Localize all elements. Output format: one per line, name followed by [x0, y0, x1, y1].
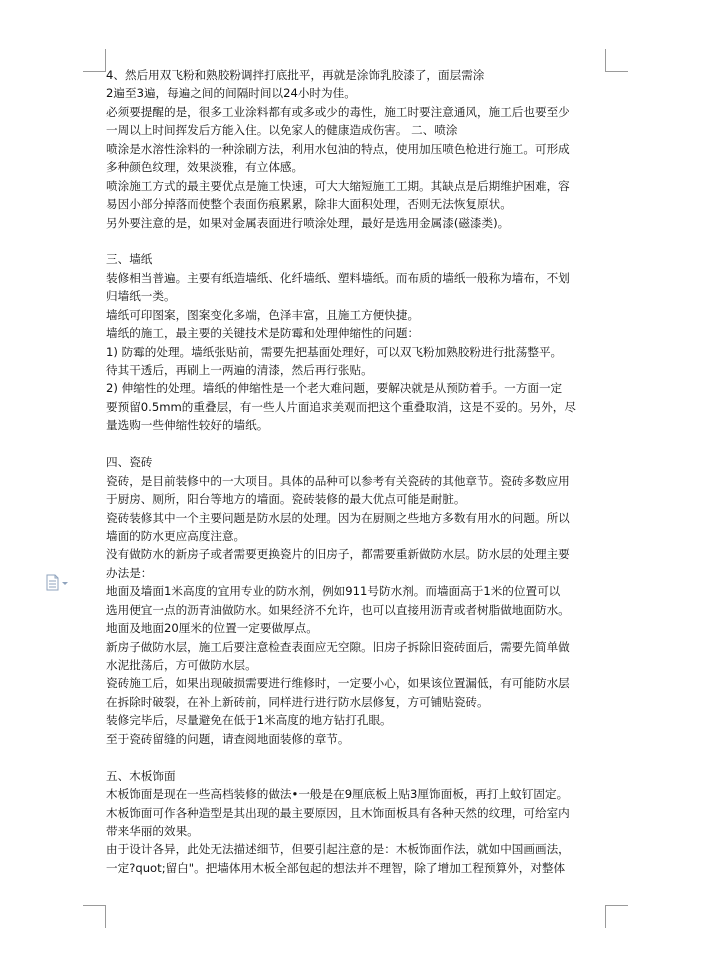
- page-corner-mark-bottom-right: [605, 905, 628, 928]
- text-line: 喷涂施工方式的最主要优点是施工快速，可大大缩短施工工期。其缺点是后期维护困难，容: [106, 178, 570, 193]
- text-line: 新房子做防水层，施工后要注意检查表面应无空隙。旧房子拆除旧瓷砖面后，需要先简单做: [106, 639, 570, 654]
- section-heading: 四、瓷砖: [106, 455, 153, 470]
- text-line: 一周以上时间挥发后方能入住。以免家人的健康造成伤害。 二、喷涂: [106, 123, 458, 138]
- text-line: 在拆除时破裂，在补上新砖前，同样进行进行防水层修复，方可铺贴瓷砖。: [106, 694, 489, 709]
- blank-line: [106, 748, 606, 766]
- text-line: 另外要注意的是，如果对金属表面进行喷涂处理，最好是选用金属漆(磁漆类)。: [106, 215, 510, 230]
- blank-line: [106, 435, 606, 453]
- document-body: [106, 66, 606, 877]
- text-line: 地面及墙面1米高度的宜用专业的防水剂，例如911号防水剂。而墙面高于1米的位置可以: [106, 584, 561, 599]
- page-corner-mark-top-left: [83, 49, 106, 72]
- text-line: 待其干透后，再刷上一两遍的清漆，然后再行张贴。: [106, 363, 373, 377]
- text-line: 办法是：: [106, 565, 153, 580]
- page-corner-mark-top-right: [605, 49, 628, 72]
- text-line: 4、然后用双飞粉和熟胶粉调拌打底批平，再就是涂饰乳胶漆了，面层需涂: [106, 68, 485, 82]
- text-line: 地面及地面20厘米的位置一定要做厚点。: [106, 621, 318, 636]
- text-line: 至于瓷砖留缝的问题，请查阅地面装修的章节。: [106, 731, 350, 746]
- text-line: 瓷砖装修其中一个主要问题是防水层的处理。因为在厨厕之些地方多数有用水的问题。所以: [106, 510, 570, 525]
- page-corner-mark-bottom-left: [83, 905, 106, 928]
- text-line: 要预留0.5mm的重叠层，有一些人片面追求美观而把这个重叠取消，这是不妥的。另外，尽: [106, 399, 576, 414]
- text-line: 木板饰面可作各种造型是其出现的最主要原因，且木饰面板具有各种天然的纹理，可给室内: [106, 805, 570, 820]
- section-heading: 三、墙纸: [106, 252, 153, 267]
- text-line: 水泥批荡后，方可做防水层。: [106, 658, 257, 672]
- section-heading: 五、木板饰面: [106, 768, 176, 783]
- text-line: 2) 伸缩性的处理。墙纸的伸缩性是一个老大难问题，要解决就是从预防着手。一方面一定: [106, 381, 563, 396]
- text-line: 1) 防霉的处理。墙纸张贴前，需要先把基面处理好，可以双飞粉加熟胶粉进行批荡整平。: [106, 344, 563, 359]
- text-line: 木板饰面是现在一些高档装修的做法•一般是在9厘底板上贴3厘饰面板，再打上蚊钉固定。: [106, 787, 569, 802]
- text-line: 必须要提醒的是，很多工业涂料都有或多或少的毒性，施工时要注意通风，施工后也要至少: [106, 104, 570, 119]
- text-line: 量选购一些伸缩性较好的墙纸。: [106, 418, 269, 433]
- text-line: 墙纸的施工，最主要的关键技术是防霉和处理伸缩性的问题：: [106, 326, 420, 341]
- text-line: 墙面的防水更应高度注意。: [106, 528, 246, 543]
- blank-line: [106, 232, 606, 250]
- text-line: 于厨房、厕所，阳台等地方的墙面。瓷砖装修的最大优点可能是耐脏。: [106, 492, 466, 507]
- text-line: 一定?quot;留白"。把墙体用木板全部包起的想法并不理智，除了增加工程预算外，对整体: [106, 860, 566, 875]
- text-line: 带来华丽的效果。: [106, 823, 199, 838]
- text-line: 由于设计各异，此处无法描述细节，但要引起注意的是：木板饰面作法，就如中国画画法，: [106, 842, 570, 857]
- text-line: 没有做防水的新房子或者需要更换瓷片的旧房子，都需要重新做防水层。防水层的处理主要: [106, 547, 570, 562]
- text-line: 装修相当普遍。主要有纸造墙纸、化纤墙纸、塑料墙纸。而布质的墙纸一般称为墙布，不划: [106, 270, 570, 285]
- text-line: 选用便宜一点的沥青油做防水。如果经济不允许，也可以直接用沥青或者树脂做地面防水。: [106, 602, 570, 617]
- text-line: 多种颜色纹理，效果淡雅，有立体感。: [106, 160, 304, 175]
- text-line: 瓷砖，是目前装修中的一大项目。具体的品种可以参考有关瓷砖的其他章节。瓷砖多数应用: [106, 473, 570, 488]
- text-line: 装修完毕后，尽量避免在低于1米高度的地方钻打孔眼。: [106, 713, 392, 728]
- text-line: 易因小部分掉落而使整个表面伤痕累累，除非大面积处理，否则无法恢复原状。: [106, 197, 512, 212]
- text-line: 墙纸可印图案，图案变化多端，色泽丰富，且施工方便快捷。: [106, 307, 420, 322]
- text-line: 瓷砖施工后，如果出现破损需要进行维修时，一定要小心，如果该位置漏低，有可能防水层: [106, 676, 570, 691]
- document-options-icon[interactable]: [45, 574, 71, 592]
- text-line: 2遍至3遍，每遍之间的间隔时间以24小时为佳。: [106, 86, 356, 101]
- text-line: 喷涂是水溶性涂料的一种涂刷方法，利用水包油的特点，使用加压喷色枪进行施工。可形成: [106, 141, 570, 156]
- text-line: 归墙纸一类。: [106, 289, 176, 304]
